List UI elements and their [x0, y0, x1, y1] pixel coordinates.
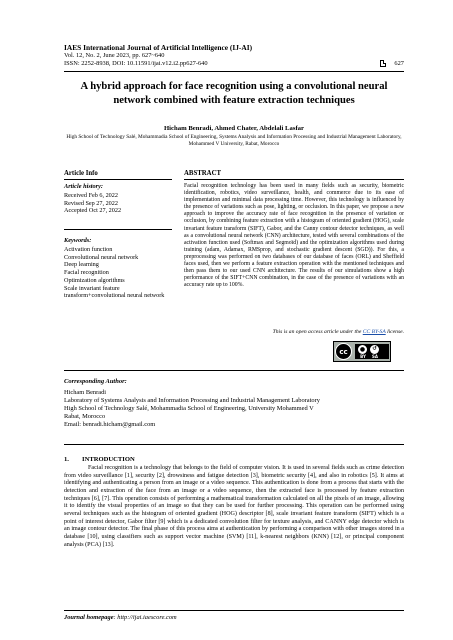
corresponding-label: Corresponding Author: — [64, 378, 127, 385]
history-accepted: Accepted Oct 27, 2022 — [64, 207, 122, 215]
journal-header — [64, 43, 404, 69]
section-divider — [64, 444, 404, 445]
journal-footer — [64, 614, 177, 621]
cc-sa-label: SA — [372, 354, 378, 359]
corresponding-laboratory: Laboratory of Systems Analysis and Information Processing and Industrial Management Laboratory — [64, 396, 320, 404]
abstract-rule — [184, 179, 404, 180]
keyword-item: Deep learning — [64, 261, 99, 269]
section-heading — [64, 456, 135, 463]
section-number: 1. — [64, 456, 69, 463]
corresponding-city: Rabat, Morocco — [64, 412, 106, 420]
license-prefix: This is an open access article under the — [272, 329, 363, 335]
attribution-person-icon: ● — [359, 346, 366, 353]
footer-divider — [64, 610, 404, 611]
keyword-item: Optimization algorithms — [64, 276, 125, 284]
keywords-label: Keywords: — [64, 237, 92, 244]
corresponding-author — [64, 378, 404, 429]
license-statement — [184, 329, 404, 335]
article-info-rule — [64, 179, 172, 180]
keyword-item: Scale invariant feature transform+convolutional neural network — [64, 284, 165, 300]
affiliation: High School of Technology Salé, Mohammadia School of Engineering, Systems Analysis and Information Processing and Industrial Management Laboratory, Mohammed V University, Rabat, Morocco — [66, 134, 402, 147]
section-title: INTRODUCTION — [82, 456, 135, 463]
page-number: 627 — [394, 60, 404, 68]
cc-by-label: BY — [360, 354, 366, 359]
issn-row — [64, 60, 404, 68]
keyword-item: Activation function — [64, 246, 113, 253]
volume-line: Vol. 12, No. 2, June 2023, pp. 627~640 — [64, 52, 165, 59]
footer-label: Journal homepage — [64, 614, 114, 621]
cc-by-sa-link[interactable]: CC BY-SA — [362, 329, 386, 335]
history-revised: Revised Sep 27, 2022 — [64, 199, 118, 207]
corresponding-name: Hicham Benradi — [64, 389, 107, 396]
creative-commons-icon: cc — [335, 343, 352, 360]
license-suffix: license. — [385, 329, 404, 335]
paper-title: A hybrid approach for face recognition using a convolutional neural network combined with feature extraction techniques — [80, 81, 388, 106]
article-info-heading: Article Info — [64, 170, 98, 177]
header-divider — [64, 71, 404, 72]
keyword-item: Convolutional neural network — [64, 253, 139, 261]
introduction-text: Facial recognition is a technology that belongs to the field of computer vision. It is used in several fields such as crime detection from video surveillance [1], security [2], drowsiness and fatigue detection [3], biometric security [4], and also in robotics [5]. It aims at identifying and authenticating a person from an image or a video sequence. This authentication is done from a process that starts with the detection and extraction of the face from an image or a video sequence, then the extracted face is processed by feature extraction techniques [6], [7]. This operation consists of performing a mathematical transformation calculated on all the pixels of an image, allowing it to identify the visual properties of an image so that they can be used for further processing. This operation can be performed using several techniques such as the histogram of oriented gradient (HOG) descriptor [8], scale invariant feature transform (SIFT) which is a point of interest detector, Gabor filter [9] which is a dedicated convolution filter for texture analysis, and CANNY edge detector which is an image contour detector. The final phase of this process aims at authentication by performing a comparison with other images stored in a database [10], using classifiers such as support vector machine (SVM) [11], k-nearest neighbors (KNN) [12], or principal component analysis (PCA) [13]. — [64, 465, 404, 548]
keyword-item: Facial recognition — [64, 269, 109, 277]
cc-attribution-panel — [355, 344, 389, 359]
article-history — [64, 183, 172, 215]
document-icon — [380, 60, 386, 67]
history-label: Article history: — [64, 183, 104, 190]
abstract-text: Facial recognition technology has been used in many fields such as security, biometric identification, robotics, video surveillance, health, and commerce due to its ease of implementation and minimal data processing time. However, this technology is influenced by the presence of variations such as pose, lighting, or occlusion. In this paper, we propose a new approach to improve the accuracy rate of face recognition in the presence of variation or occlusion, by combining feature extraction with a histogram of oriented gradient (HOG), scale invariant feature transform (SIFT), Gabor, and the Canny contour detector techniques, as well as a convolutional neural network (CNN) architecture, tested with several combinations of the activation function used (Softmax and Segmoïd) and the optimization algorithms used during training (adam, Adamax, RMSprop, and stochastic gradient descent (SGD)). For this, a preprocessing was performed on two databases of our database of faces (ORL) and Sheffield faces used, then we perform a feature extraction operation with the mentioned techniques and then pass them to our used CNN architecture. The results of our simulations show a high performance of the SIFT+CNN combination, in the case of the presence of variations with an accuracy rate up to 100%. — [184, 183, 404, 289]
keywords-block — [64, 237, 172, 300]
author-list: Hicham Benradi, Ahmed Chater, Abdelali Lasfar — [163, 125, 304, 132]
abstract-heading: ABSTRACT — [184, 170, 222, 177]
corresponding-email: Email: benradi.hicham@gmail.com — [64, 420, 156, 428]
keywords-rule — [64, 229, 172, 230]
corresponding-divider — [64, 370, 404, 371]
share-alike-icon: ↺ — [370, 345, 379, 354]
corresponding-school: High School of Technology Salé, Mohammadia School of Engineering, University Mohammed V — [64, 404, 314, 412]
journal-homepage-link[interactable]: : http://ijai.iaescore.com — [113, 614, 177, 621]
issn-line: ISSN: 2252-8938, DOI: 10.11591/ijai.v12.i2.pp627-640 — [64, 60, 208, 68]
cc-license-badge[interactable] — [333, 341, 391, 362]
journal-name: IAES International Journal of Artificial Intelligence (IJ-AI) — [64, 43, 253, 52]
history-received: Received Feb 6, 2022 — [64, 192, 118, 199]
